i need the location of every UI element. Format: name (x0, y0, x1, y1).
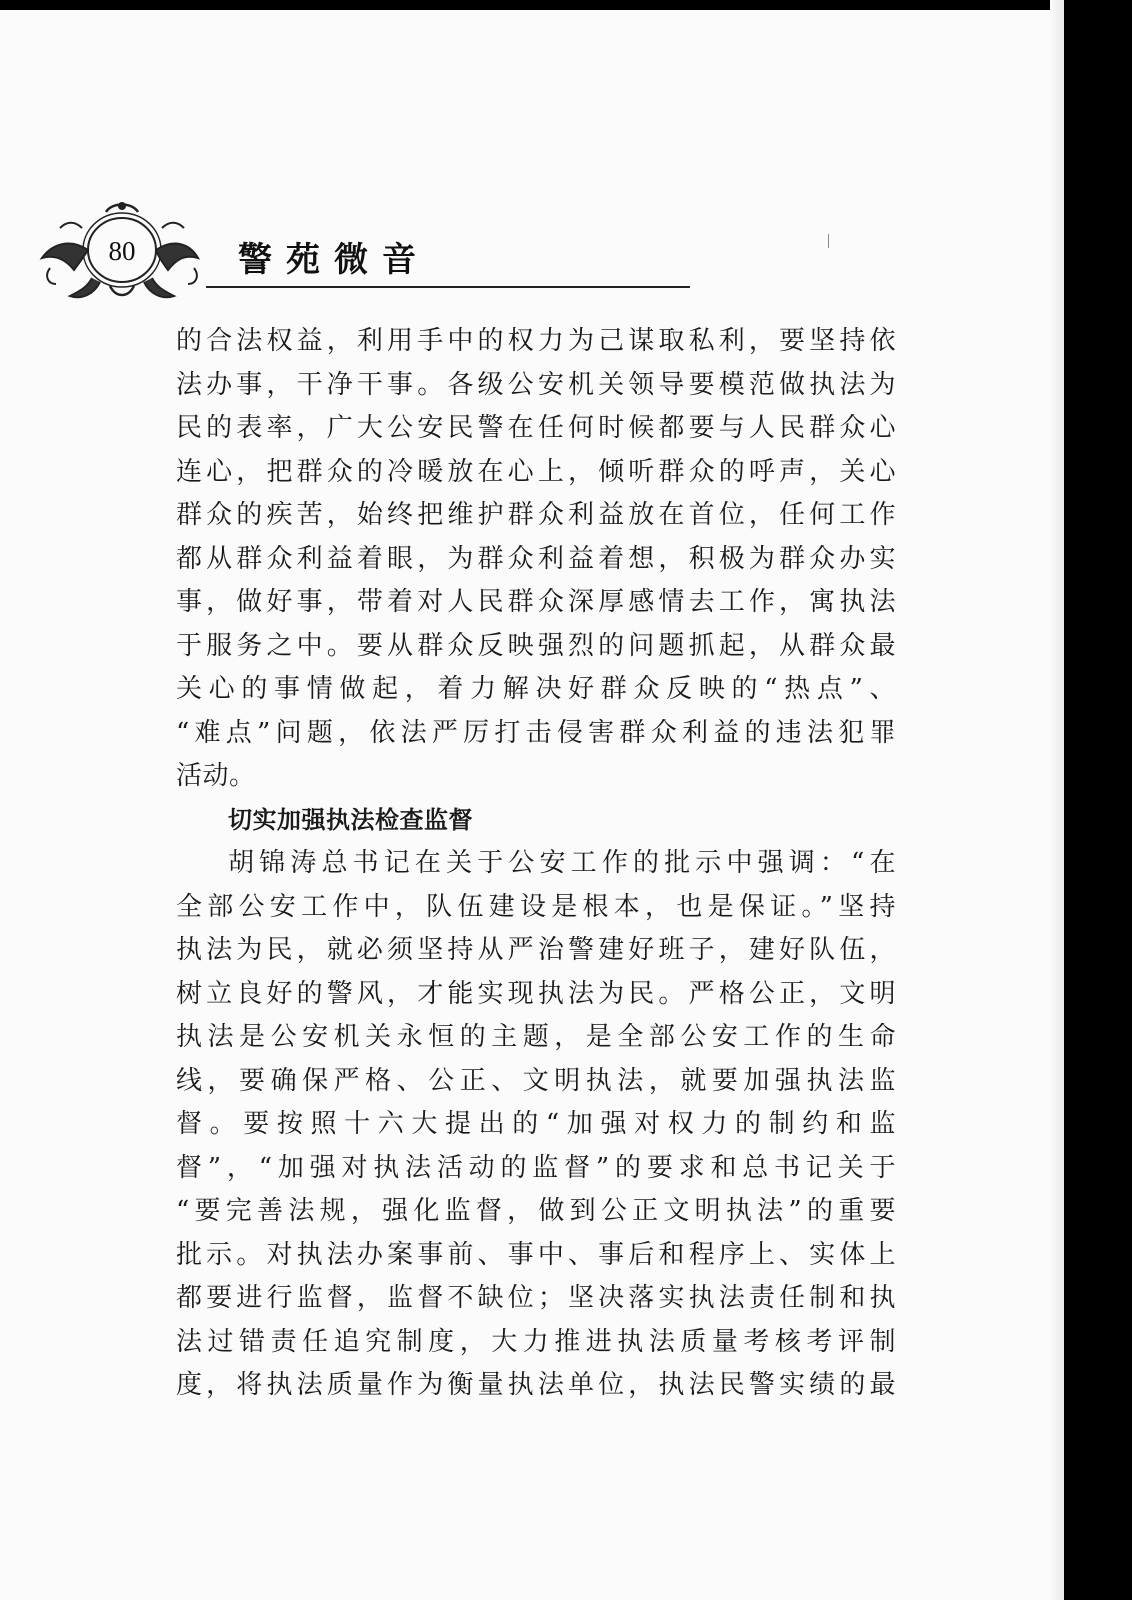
text-line: 关心的事情做起，着力解决好群众反映的“热点”、 (176, 674, 896, 704)
text-line: 督。要按照十六大提出的“加强对权力的制约和监 (176, 1109, 896, 1139)
text-line: 执法是公安机关永恒的主题，是全部公安工作的生命 (176, 1022, 896, 1052)
text-line: 法过错责任追究制度，大力推进执法质量考核考评制 (176, 1326, 896, 1357)
text-line: 批示。对执法办案事前、事中、事后和程序上、实体上 (176, 1239, 896, 1270)
text-line: 活动。 (176, 761, 256, 791)
body-text (176, 320, 896, 1408)
text-line: 线，要确保严格、公正、文明执法，就要加强执法监 (176, 1065, 896, 1096)
scan-speck (828, 234, 829, 248)
scan-top-edge (0, 0, 1132, 10)
text-line: 群众的疾苦，始终把维护群众利益放在首位，任何工作 (176, 500, 896, 530)
text-line: 连心，把群众的冷暖放在心上，倾听群众的呼声，关心 (176, 456, 896, 487)
scan-shadow (1050, 0, 1064, 1600)
text-line: “难点”问题，依法严厉打击侵害群众利益的违法犯罪 (176, 717, 896, 748)
running-title: 警苑微音 (238, 240, 430, 280)
text-line: 督”，“加强对执法活动的监督”的要求和总书记关于 (176, 1152, 896, 1183)
text-line: 度，将执法质量作为衡量执法单位，执法民警实绩的最 (176, 1370, 896, 1400)
scan-right-edge (1064, 0, 1132, 1600)
text-line: 全部公安工作中，队伍建设是根本，也是保证。”坚持 (176, 891, 896, 922)
page-number: 80 (108, 236, 136, 266)
text-line: 树立良好的警风，才能实现执法为民。严格公正，文明 (176, 978, 896, 1009)
text-line: 的合法权益，利用手中的权力为己谋取私利，要坚持依 (176, 326, 896, 356)
page-header (30, 198, 670, 308)
text-line: 法办事，干净干事。各级公安机关领导要模范做执法为 (176, 369, 896, 400)
text-line: 都要进行监督，监督不缺位；坚决落实执法责任制和执 (176, 1283, 896, 1313)
text-line: 都从群众利益着眼，为群众利益着想，积极为群众办实 (176, 543, 896, 574)
text-line: 执法为民，就必须坚持从严治警建好班子，建好队伍， (176, 935, 896, 965)
text-line: 事，做好事，带着对人民群众深厚感情去工作，寓执法 (176, 587, 896, 617)
text-line: 胡锦涛总书记在关于公安工作的批示中强调：“在 (228, 848, 896, 878)
text-line: 于服务之中。要从群众反映强烈的问题抓起，从群众最 (176, 630, 896, 661)
header-rule (206, 286, 690, 288)
text-line: “要完善法规，强化监督，做到公正文明执法”的重要 (176, 1196, 896, 1226)
section-heading: 切实加强执法检查监督 (228, 805, 473, 834)
text-line: 民的表率，广大公安民警在任何时候都要与人民群众心 (176, 413, 896, 443)
